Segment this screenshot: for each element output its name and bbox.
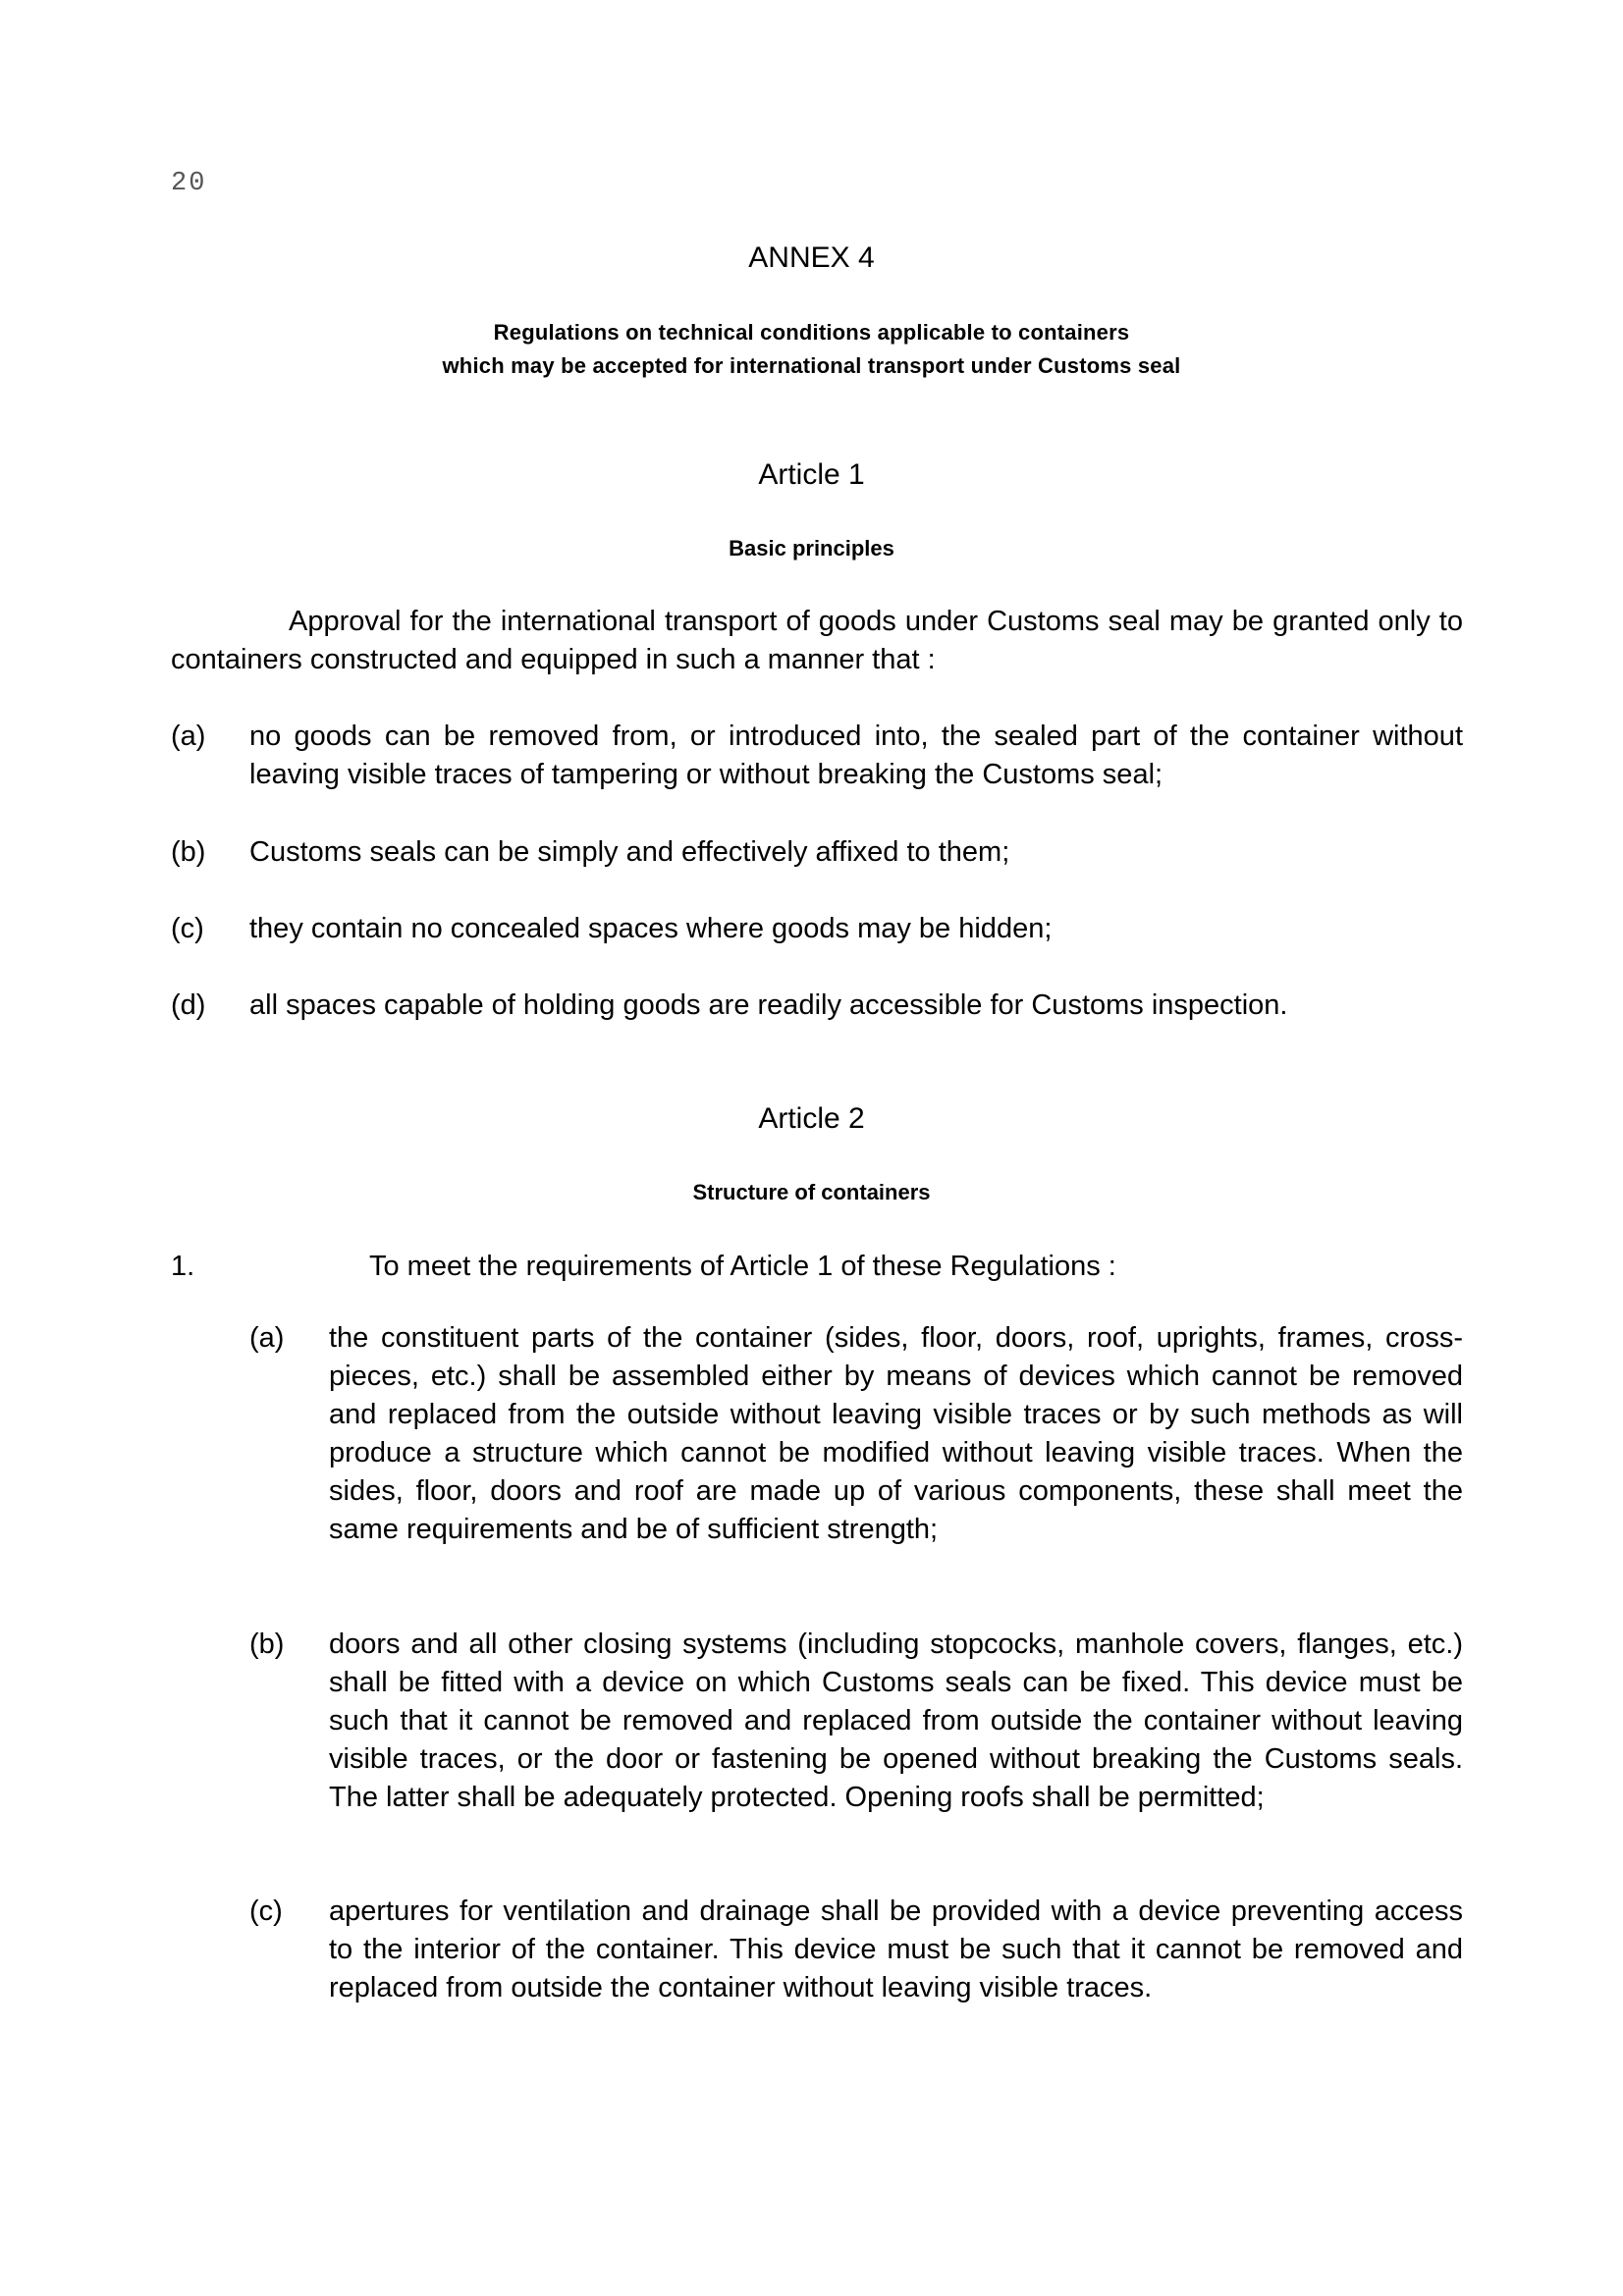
subitem-label: (b) [249, 1629, 285, 1660]
item-label: (b) [171, 836, 206, 868]
subitem-label: (c) [249, 1896, 283, 1927]
article-1-item-a [171, 718, 1463, 794]
annex-subtitle-line-2: which may be accepted for international transport under Customs seal [442, 353, 1181, 378]
article-1-item-c [171, 910, 1463, 948]
item-label: (a) [171, 721, 206, 752]
article-1-intro-text: Approval for the international transport of goods under Customs seal may be granted only to containers constructed and equipped in such a manner that : [171, 606, 1463, 675]
paragraph-1-subitem-b [249, 1626, 1463, 1817]
article-1-item-d [171, 987, 1463, 1025]
article-1-item-b [171, 833, 1463, 872]
item-text: no goods can be removed from, or introduced into, the sealed part of the container without leaving visible traces of tampering or without breaking the Customs seal; [249, 721, 1463, 790]
paragraph-1-text: To meet the requirements of Article 1 of these Regulations : [369, 1251, 1116, 1282]
page-number: 20 [171, 169, 207, 198]
article-1-intro [171, 603, 1463, 679]
annex-title: ANNEX 4 [748, 241, 875, 274]
item-text: they contain no concealed spaces where goods may be hidden; [249, 913, 1053, 944]
subitem-text: apertures for ventilation and drainage shall be provided with a device preventing access to the interior of the container. This device must be such that it cannot be removed and replaced from outside the container without leaving visible traces. [329, 1896, 1463, 2003]
article-1-section-title: Basic principles [729, 536, 894, 561]
article-2-heading: Article 2 [758, 1102, 865, 1135]
subitem-label: (a) [249, 1322, 285, 1354]
annex-subtitle-line-1: Regulations on technical conditions applicable to containers [493, 320, 1130, 345]
subitem-text: doors and all other closing systems (including stopcocks, manhole covers, flanges, etc.) shall be fitted with a device on which Customs seals can be fixed. This device must be such that it cannot be removed and replaced from outside the container without leaving visible traces, or the door or fastening be opened without breaking the Customs seals. The latter shall be adequately protected. Opening roofs shall be permitted; [329, 1629, 1463, 1813]
item-text: Customs seals can be simply and effectively affixed to them; [249, 836, 1010, 868]
item-label: (c) [171, 913, 204, 944]
item-text: all spaces capable of holding goods are readily accessible for Customs inspection. [249, 989, 1288, 1021]
article-1-heading: Article 1 [758, 458, 865, 491]
article-2-section-title: Structure of containers [692, 1180, 931, 1204]
paragraph-1-subitem-a [249, 1319, 1463, 1549]
item-label: (d) [171, 989, 206, 1021]
subitem-text: the constituent parts of the container (sides, floor, doors, roof, uprights, frames, cross-pieces, etc.) shall be assembled either by means of devices which cannot be removed and replaced from the outside without leaving visible traces or by such methods as will produce a structure which cannot be modified without leaving visible traces. When the sides, floor, doors and roof are made up of various components, these shall meet the same requirements and be of sufficient strength; [329, 1322, 1463, 1545]
paragraph-1-number: 1. [171, 1251, 195, 1282]
paragraph-1-subitem-c [249, 1893, 1463, 2007]
